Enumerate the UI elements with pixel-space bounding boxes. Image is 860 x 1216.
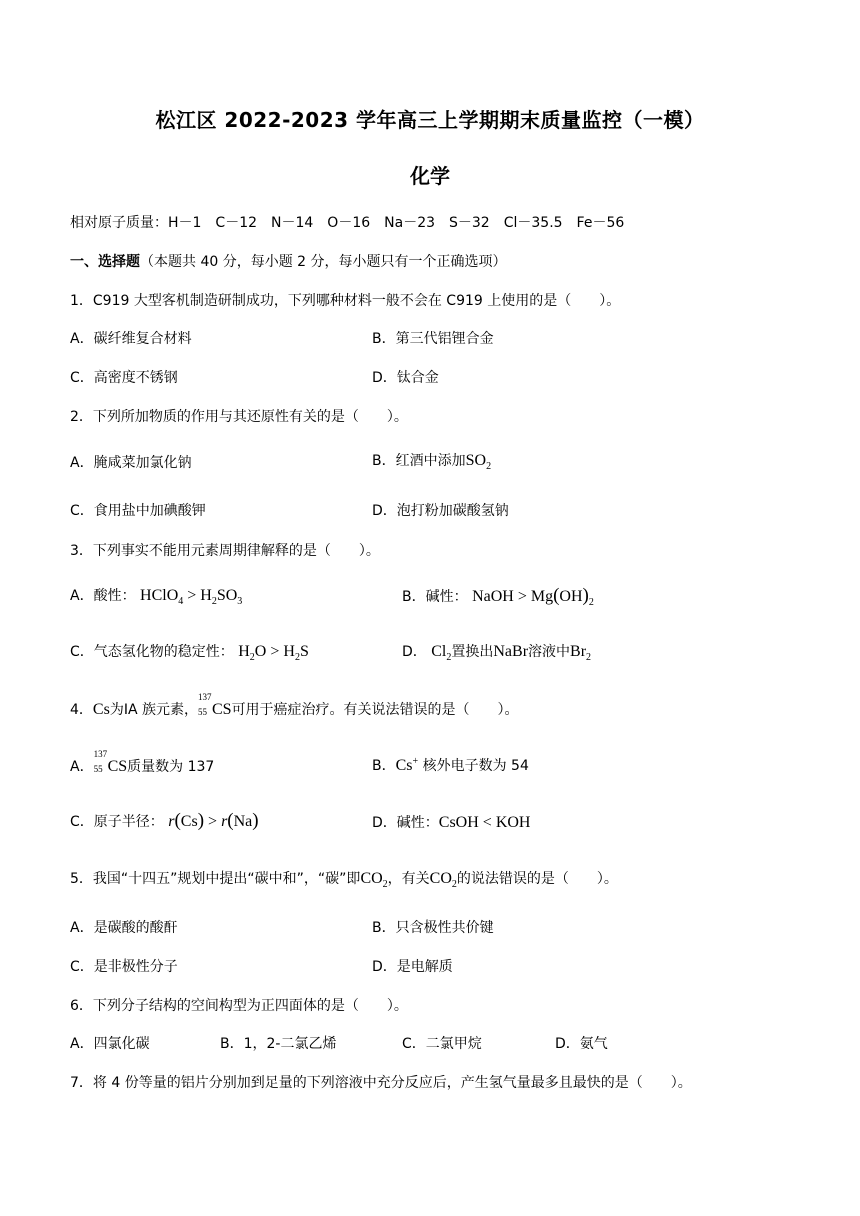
question-2-stem: 2．下列所加物质的作用与其还原性有关的是（ ）。 [70, 409, 408, 425]
question-7-stem: 7．将 4 份等量的铝片分别加到足量的下列溶液中充分反应后，产生氢气量最多且最快的是（ ）。 [70, 1075, 692, 1091]
q4-option-c: C．原子半径： r(Cs) > r(Na) [70, 810, 259, 831]
q2-option-b [372, 450, 491, 472]
question-6-stem: 6．下列分子结构的空间构型为正四面体的是（ ）。 [70, 998, 408, 1014]
q5-option-c: C．是非极性分子 [70, 959, 178, 975]
q3-option-d: D． $Cl_2$置换出NaBr溶液中$Br_2$ [402, 643, 592, 663]
q5-option-d: D．是电解质 [372, 959, 453, 975]
section-heading [70, 251, 507, 271]
q1-option-a: A．碳纤维复合材料 [70, 331, 192, 347]
base-comparison-formula: NaOH > $Mg(OH)_2$ [472, 585, 594, 608]
q4-option-b: B．Cs+ 核外电子数为 54 [372, 756, 529, 774]
q5-option-b: B．只含极性共价键 [372, 920, 494, 936]
q3-option-b: B．碱性： NaOH > $Mg(OH)_2$ [402, 585, 594, 608]
atomic-masses: 相对原子质量：H－1 C－12 N－14 O－16 Na－23 S－32 Cl－35.5 Fe－56 [70, 215, 625, 231]
q6-option-a: A．四氯化碳 [70, 1036, 150, 1052]
q6-option-b: B．1，2-二氯乙烯 [220, 1036, 337, 1052]
radius-comparison-formula: r(Cs) > r(Na) [168, 810, 259, 831]
q1-option-b: B．第三代铝锂合金 [372, 331, 494, 347]
q6-option-d: D．氨气 [555, 1036, 608, 1052]
so2-formula: $SO_2$ [465, 452, 492, 472]
q2-option-c: C．食用盐中加碘酸钾 [70, 503, 206, 519]
section-title: 一、选择题 [70, 254, 140, 270]
q4-option-a: A． 137 55 CS质量数为 137 [70, 749, 215, 775]
exam-title: 松江区 2022-2023 学年高三上学期期末质量监控（一模） [155, 108, 705, 132]
q1-option-c: C．高密度不锈钢 [70, 370, 178, 386]
q2-option-b-label: B．红酒中添加 [372, 453, 466, 469]
question-5-stem: 5．我国“十四五”规划中提出“碳中和”，“碳”即$CO_2$，有关$CO_2$的说法错误的是（ ）。 [70, 870, 618, 890]
section-note: （本题共 40 分，每小题 2 分，每小题只有一个正确选项） [140, 254, 507, 270]
q2-option-a: A．腌咸菜加氯化钠 [70, 455, 192, 471]
q2-option-d: D．泡打粉加碳酸氢钠 [372, 503, 509, 519]
q6-option-c: C．二氯甲烷 [402, 1036, 482, 1052]
question-1-stem: 1．C919 大型客机制造研制成功，下列哪种材料一般不会在 C919 上使用的是（ ）。 [70, 293, 621, 309]
acid-comparison-formula: HClO$_4$ > $H_2SO_3$ [140, 587, 243, 607]
q5-option-a: A．是碳酸的酸酐 [70, 920, 178, 936]
hydride-stability-formula: $H_2O > H_2S$ [238, 643, 309, 663]
q3-option-c: C．气态氢化物的稳定性： $H_2O > H_2S$ [70, 643, 309, 663]
q4-option-d: D．碱性：CsOH < KOH [372, 814, 531, 831]
q1-option-d: D．钛合金 [372, 370, 439, 386]
question-4-stem: 4．Cs为ⅠA 族元素， 137 55 CS可用于癌症治疗。有关说法错误的是（ ）。 [70, 692, 519, 718]
q3-option-a: A．酸性： HClO$_4$ > $H_2SO_3$ [70, 587, 243, 607]
subject-title: 化学 [410, 164, 450, 188]
nuclide-notation: 137 55 [197, 692, 212, 717]
question-3-stem: 3．下列事实不能用元素周期律解释的是（ ）。 [70, 543, 380, 559]
